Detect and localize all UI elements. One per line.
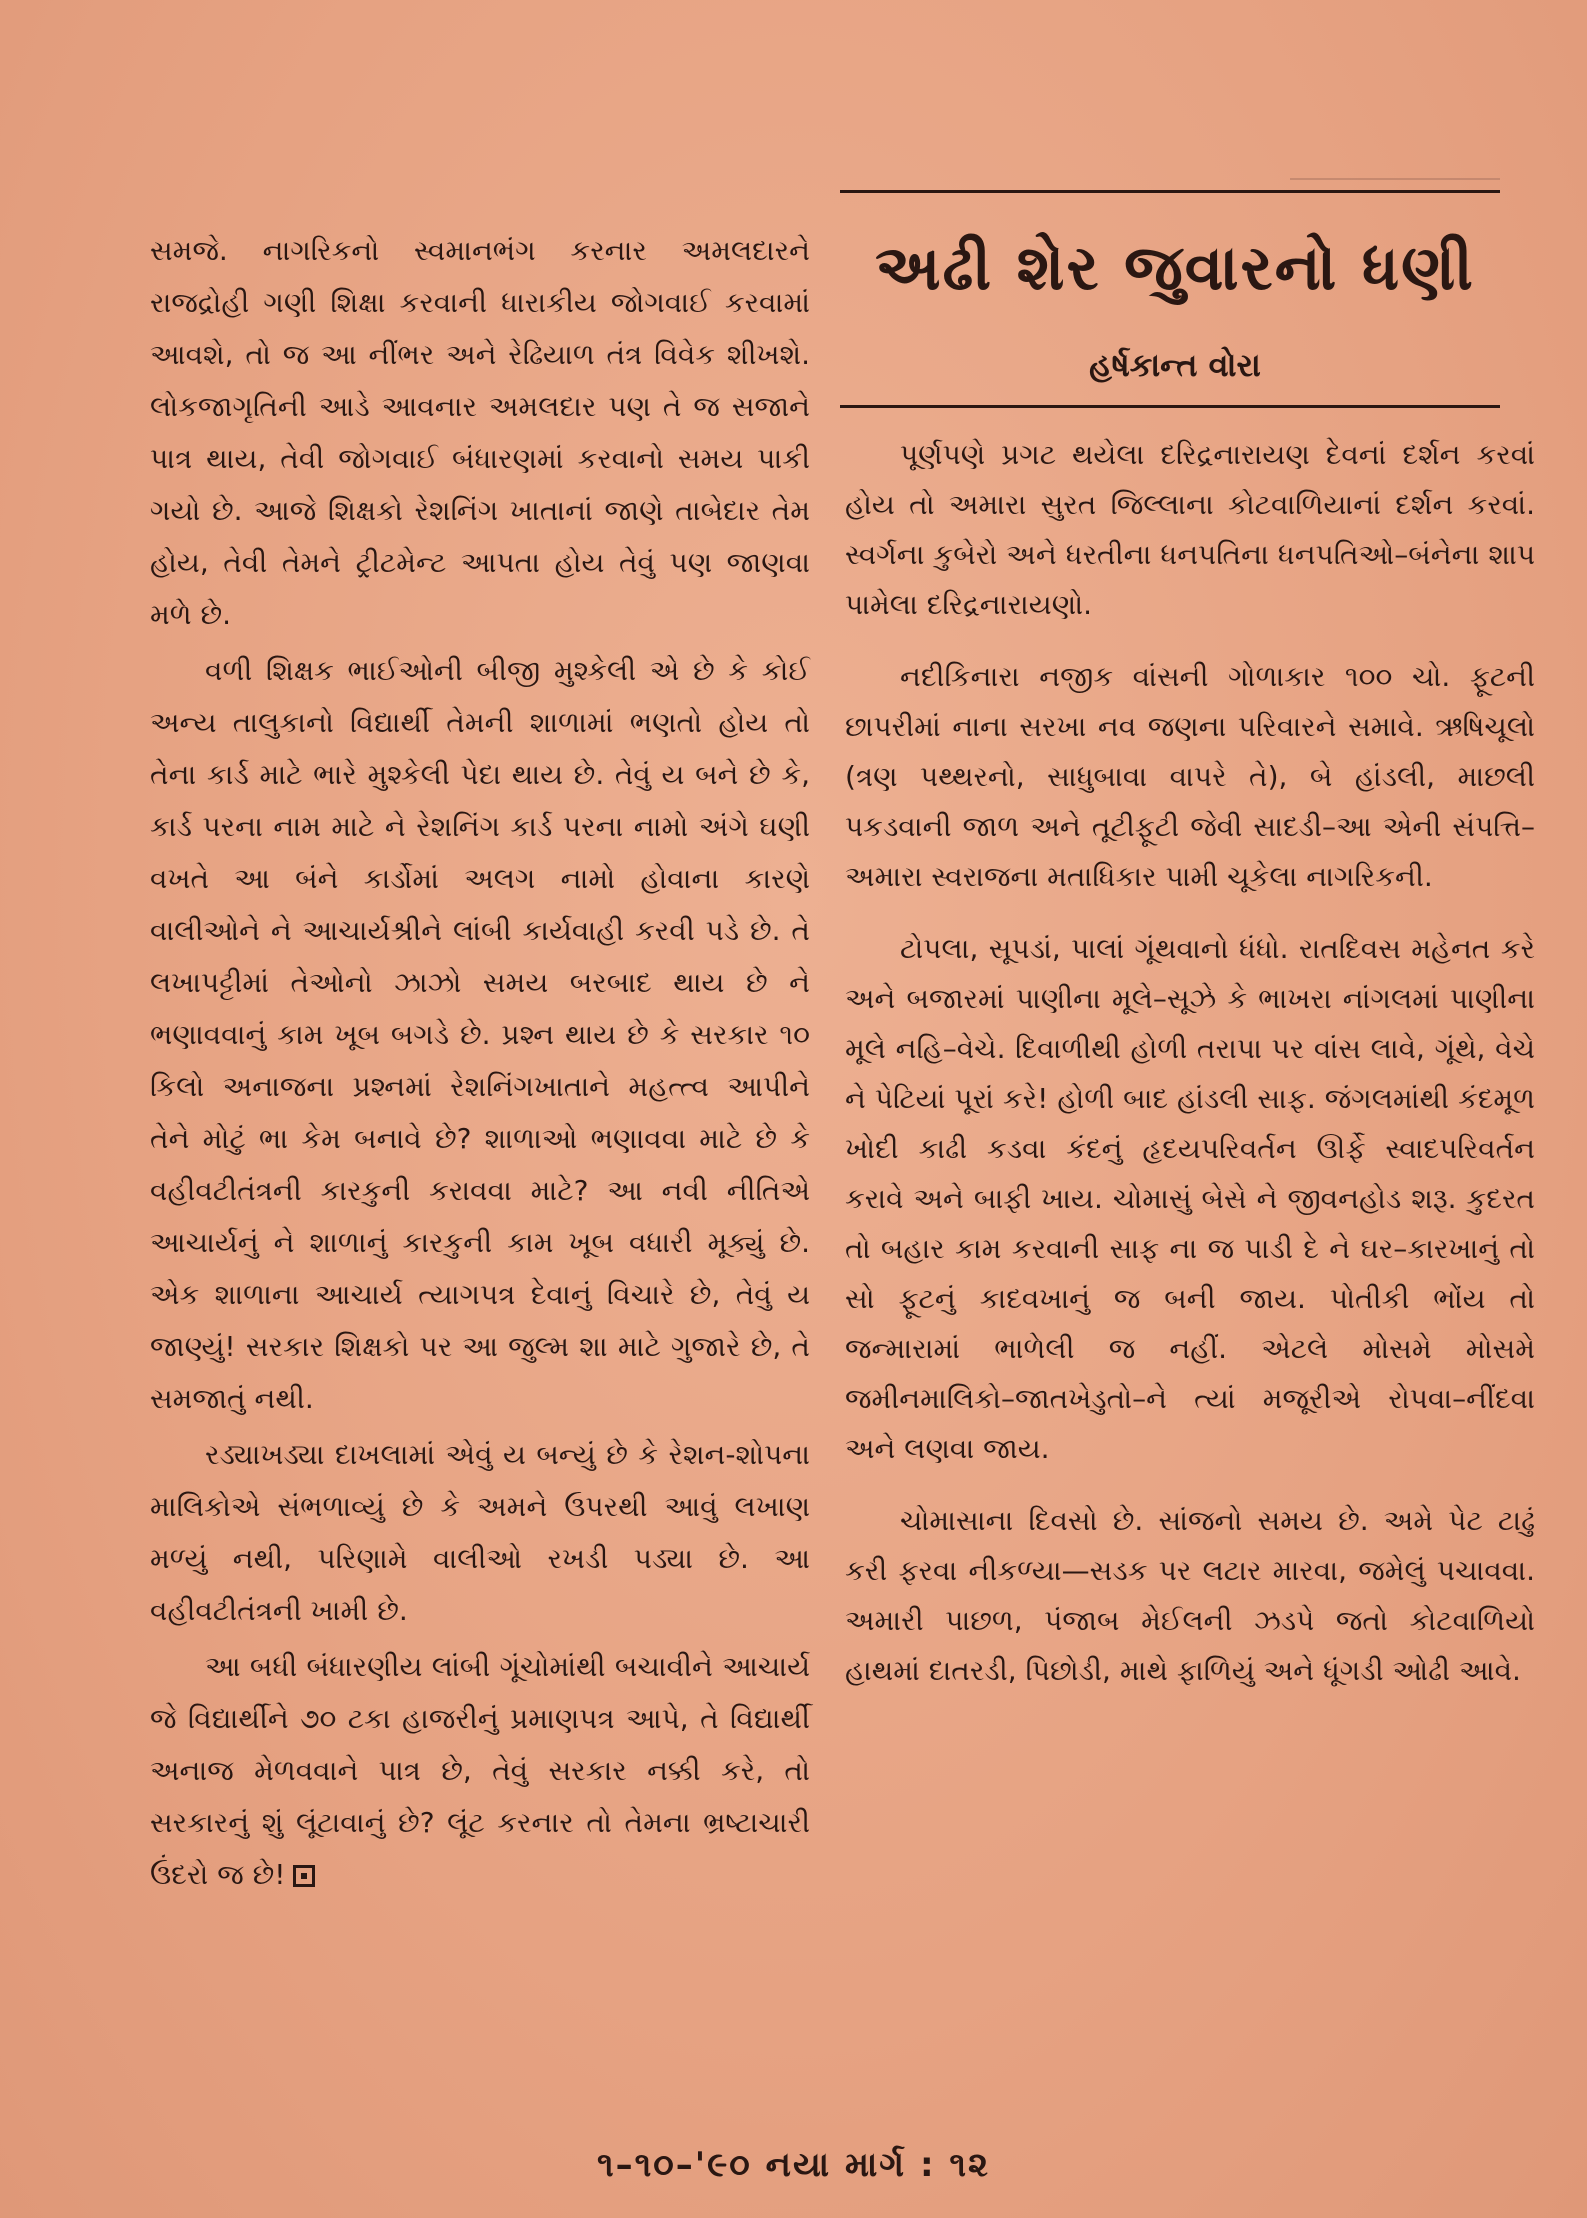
article-title: અઢી શેર જુવારનો ધણી <box>875 231 1475 304</box>
left-paragraph-1: સમજે. નાગરિકનો સ્વમાનભંગ કરનાર અમલદારને રાજદ્રોહી ગણી શિક્ષા કરવાની ધારાકીય જોગવાઈ કરવામાં આવશે, તો જ આ નીંભર અને રેઢિયાળ તંત્ર વિવેક શીખશે. લોકજાગૃતિની આડે આવનાર અમલદાર પણ તે જ સજાને પાત્ર થાય, તેવી જોગવાઈ બંધારણમાં કરવાનો સમય પાકી ગયો છે. આજે શિક્ષકો રેશનિંગ ખાતાનાં જાણે તાબેદાર તેમ હોય, તેવી તેમને ટ્રીટમેન્ટ આપતા હોય તેવું પણ જાણવા મળે છે. <box>150 234 810 631</box>
article-body <box>845 430 1535 1718</box>
title-top-rule <box>840 190 1500 193</box>
article-author: હર્ષકાન્ત વોરા <box>1089 346 1261 384</box>
article-paragraph-2: નદીકિનારા નજીક વાંસની ગોળાકાર ૧૦૦ ચો. ફૂટની છાપરીમાં નાના સરખા નવ જણના પરિવારને સમાવે. ઋષિચૂલો (ત્રણ પથ્થરનો, સાધુબાવા વાપરે તે), બે હાંડલી, માછલી પકડવાની જાળ અને તૂટીફૂટી જેવી સાદડી–આ એની સંપત્તિ–અમારા સ્વરાજના મતાધિકાર પામી ચૂકેલા નાગરિકની. <box>845 660 1535 893</box>
left-paragraph-4 <box>150 1641 810 1901</box>
top-faint-rule <box>1290 178 1500 180</box>
page-footer: ૧–૧૦–'૯૦ નયા માર્ગ : ૧૨ <box>596 2145 990 2185</box>
article-paragraph-1: પૂર્ણપણે પ્રગટ થયેલા દરિદ્રનારાયણ દેવનાં દર્શન કરવાં હોય તો અમારા સુરત જિલ્લાના કોટવાળિયાનાં દર્શન કરવાં. સ્વર્ગના કુબેરો અને ધરતીના ધનપતિના ધનપતિઓ–બંનેના શાપ પામેલા દરિદ્રનારાયણો. <box>845 438 1535 621</box>
article-paragraph-3: ટોપલા, સૂપડાં, પાલાં ગૂંથવાનો ધંધો. રાતદિવસ મહેનત કરે અને બજારમાં પાણીના મૂલે–સૂઝે કે ભાખરા નાંગલમાં પાણીના મૂલે નહિ–વેચે. દિવાળીથી હોળી તરાપા પર વાંસ લાવે, ગૂંથે, વેચે ને પેટિયાં પૂરાં કરે! હોળી બાદ હાંડલી સાફ. જંગલમાંથી કંદમૂળ ખોદી કાઢી કડવા કંદનું હૃદયપરિવર્તન ઊર્ફે સ્વાદપરિવર્તન કરાવે અને બાફી ખાય. ચોમાસું બેસે ને જીવનહોડ શરૂ. કુદરત તો બહાર કામ કરવાની સાફ ના જ પાડી દે ને ઘર–કારખાનું તો સો ફૂટનું કાદવખાનું જ બની જાય. પોતીકી ભોંય તો જન્મારામાં ભાળેલી જ નહીં. એટલે મોસમે મોસમે જમીનમાલિકો–જાતખેડુતો–ને ત્યાં મજૂરીએ રોપવા–નીંદવા અને લણવા જાય. <box>845 932 1535 1465</box>
left-paragraph-2: વળી શિક્ષક ભાઈઓની બીજી મુશ્કેલી એ છે કે કોઈ અન્ય તાલુકાનો વિદ્યાર્થી તેમની શાળામાં ભણતો હોય તો તેના કાર્ડ માટે ભારે મુશ્કેલી પેદા થાય છે. તેવું ય બને છે કે, કાર્ડ પરના નામ માટે ને રેશનિંગ કાર્ડ પરના નામો અંગે ઘણી વખતે આ બંને કાર્ડોમાં અલગ નામો હોવાના કારણે વાલીઓને ને આચાર્યશ્રીને લાંબી કાર્યવાહી કરવી પડે છે. તે લખાપટ્ટીમાં તેઓનો ઝાઝો સમય બરબાદ થાય છે ને ભણાવવાનું કામ ખૂબ બગડે છે. પ્રશ્ન થાય છે કે સરકાર ૧૦ કિલો અનાજના પ્રશ્નમાં રેશનિંગખાતાને મહત્ત્વ આપીને તેને મોટું ભા કેમ બનાવે છે? શાળાઓ ભણાવવા માટે છે કે વહીવટીતંત્રની કારકુની કરાવવા માટે? આ નવી નીતિએ આચાર્યનું ને શાળાનું કારકુની કામ ખૂબ વધારી મૂક્યું છે. એક શાળાના આચાર્ય ત્યાગપત્ર દેવાનું વિચારે છે, તેવું ય જાણ્યું! સરકાર શિક્ષકો પર આ જુલ્મ શા માટે ગુજારે છે, તે સમજાતું નથી. <box>150 654 810 1415</box>
left-column <box>150 225 810 1905</box>
article-paragraph-4: ચોમાસાના દિવસો છે. સાંજનો સમય છે. અમે પેટ ટાઢું કરી ફરવા નીકળ્યા—સડક પર લટાર મારવા, જમેલું પચાવવા. અમારી પાછળ, પંજાબ મેઈલની ઝડપે જતો કોટવાળિયો હાથમાં દાતરડી, પિછોડી, માથે ફાળિયું અને ધૂંગડી ઓઢી આવે. <box>845 1504 1535 1687</box>
title-bottom-rule <box>840 405 1500 408</box>
end-mark-icon <box>293 1865 315 1887</box>
left-paragraph-3: રડ્યાખડ્યા દાખલામાં એવું ય બન્યું છે કે રેશન-શોપના માલિકોએ સંભળાવ્યું છે કે અમને ઉપરથી આવું લખાણ મળ્યું નથી, પરિણામે વાલીઓ રખડી પડ્યા છે. આ વહીવટીતંત્રની ખામી છે. <box>150 1438 810 1627</box>
left-paragraph-4-text: આ બધી બંધારણીય લાંબી ગૂંચોમાંથી બચાવીને આચાર્ય જે વિદ્યાર્થીને ૭૦ ટકા હાજરીનું પ્રમાણપત્ર આપે, તે વિદ્યાર્થી અનાજ મેળવવાને પાત્ર છે, તેવું સરકાર નક્કી કરે, તો સરકારનું શું લૂંટાવાનું છે? લૂંટ કરનાર તો તેમના ભ્રષ્ટાચારી ઉંદરો જ છે! <box>150 1650 810 1891</box>
